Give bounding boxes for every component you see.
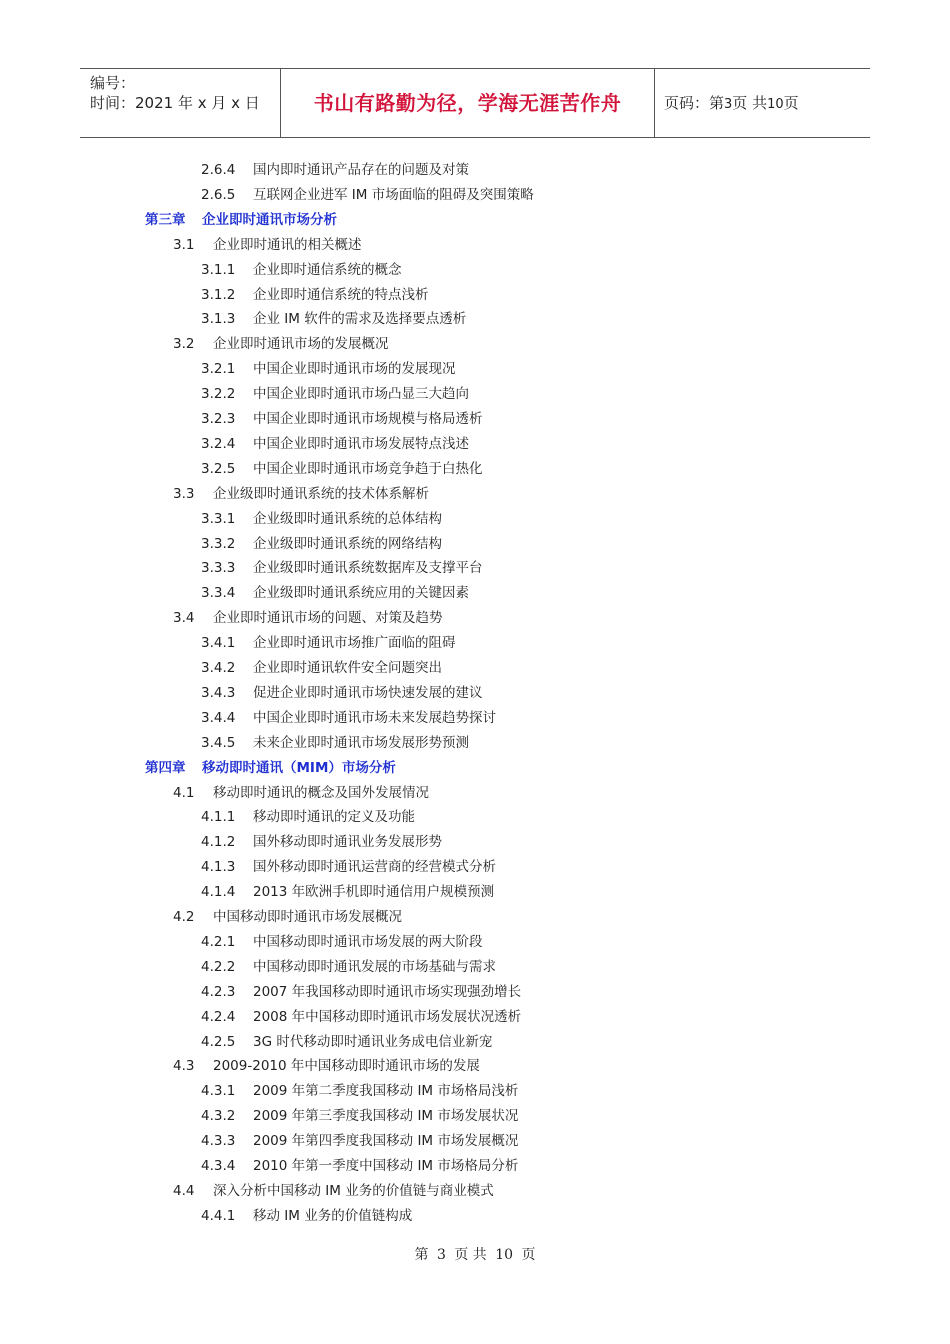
page-footer xyxy=(0,1244,950,1264)
toc-subsection[interactable] xyxy=(201,556,483,581)
toc-subsection[interactable] xyxy=(201,407,483,432)
toc-title: 企业即时通讯的相关概述 xyxy=(213,236,362,253)
toc-title: 国内即时通讯产品存在的问题及对策 xyxy=(253,162,469,178)
toc-title: 国外移动即时通讯业务发展形势 xyxy=(253,834,442,851)
motto: 书山有路勤为径，学海无涯苦作舟 xyxy=(313,91,622,115)
toc-title: 中国企业即时通讯市场凸显三大趋向 xyxy=(253,386,469,403)
toc-subsection[interactable] xyxy=(201,681,483,706)
toc-title: 企业即时通讯市场分析 xyxy=(202,211,337,228)
toc-section[interactable] xyxy=(173,1179,494,1204)
toc-number: 4.1 xyxy=(173,784,195,801)
toc-number: 4.2 xyxy=(173,909,195,925)
toc-number: 4.2.4 xyxy=(201,1008,236,1025)
toc-subsection[interactable] xyxy=(201,532,442,557)
toc-number: 2.6.5 xyxy=(201,186,236,203)
toc-title: 中国企业即时通讯市场的发展现况 xyxy=(253,361,456,378)
toc-title: 企业级即时通讯系统的技术体系解析 xyxy=(213,485,429,502)
toc-number: 2.6.4 xyxy=(201,162,236,178)
toc-subsection[interactable] xyxy=(201,158,469,183)
header-motto-cell xyxy=(280,69,655,137)
toc-title: 促进企业即时通讯市场快速发展的建议 xyxy=(253,684,483,701)
toc-title: 中国企业即时通讯市场竞争趋于白热化 xyxy=(253,460,483,477)
toc-number: 3.4.3 xyxy=(201,684,236,701)
page-suffix: 页 xyxy=(783,94,799,112)
toc-subsection[interactable] xyxy=(201,1154,518,1179)
document-number-label: 编号： xyxy=(90,74,136,92)
toc-subsection[interactable] xyxy=(201,382,469,407)
toc-title: 互联网企业进军 IM 市场面临的阻碍及突围策略 xyxy=(253,186,534,203)
toc-number: 4.1.4 xyxy=(201,884,236,901)
toc-number: 3.1.3 xyxy=(201,311,236,328)
toc-title: 企业即时通讯市场推广面临的阻碍 xyxy=(253,635,456,652)
toc-title: 2009 年第三季度我国移动 IM 市场发展状况 xyxy=(253,1108,519,1125)
page-prefix: 页码：第 xyxy=(664,94,725,112)
toc-title: 移动即时通讯的概念及国外发展情况 xyxy=(213,784,429,801)
toc-number: 3.3 xyxy=(173,485,195,502)
toc-number: 4.2.5 xyxy=(201,1033,236,1050)
toc-subsection[interactable] xyxy=(201,805,415,830)
toc-section[interactable] xyxy=(173,781,429,806)
toc-subsection[interactable] xyxy=(201,631,456,656)
toc-number: 3.1.2 xyxy=(201,286,236,303)
toc-title: 中国移动即时通讯市场发展的两大阶段 xyxy=(253,933,483,950)
toc-subsection[interactable] xyxy=(201,357,456,382)
toc-chapter[interactable] xyxy=(145,756,396,781)
toc-subsection[interactable] xyxy=(201,930,483,955)
toc-title: 企业级即时通讯系统的总体结构 xyxy=(253,510,442,527)
toc-title: 企业 IM 软件的需求及选择要点透析 xyxy=(253,311,467,328)
page-header xyxy=(80,68,870,138)
toc-subsection[interactable] xyxy=(201,1104,518,1129)
toc-subsection[interactable] xyxy=(201,457,483,482)
toc-subsection[interactable] xyxy=(201,183,534,208)
toc-number: 3.1.1 xyxy=(201,261,236,278)
page-total: 10 xyxy=(767,97,784,112)
toc-subsection[interactable] xyxy=(201,1129,518,1154)
toc-subsection[interactable] xyxy=(201,830,442,855)
toc-title: 企业即时通信系统的特点浅析 xyxy=(253,286,429,303)
toc-subsection[interactable] xyxy=(201,1005,521,1030)
toc-title: 中国企业即时通讯市场未来发展趋势探讨 xyxy=(253,709,496,726)
toc-number: 4.4.1 xyxy=(201,1207,236,1224)
toc-number: 4.2.2 xyxy=(201,958,236,975)
toc-title: 企业即时通讯软件安全问题突出 xyxy=(253,660,442,676)
toc-number: 3.3.1 xyxy=(201,510,236,527)
toc-number: 3.4.4 xyxy=(201,709,236,726)
toc-number: 3.3.3 xyxy=(201,560,236,577)
toc-chapter[interactable] xyxy=(145,208,337,233)
toc-subsection[interactable] xyxy=(201,880,494,905)
toc-section[interactable] xyxy=(173,1054,480,1079)
footer-current: 3 xyxy=(436,1247,446,1263)
toc-section[interactable] xyxy=(173,332,389,357)
toc-title: 2013 年欧洲手机即时通信用户规模预测 xyxy=(253,884,495,901)
toc-title: 移动 IM 业务的价值链构成 xyxy=(253,1207,413,1224)
page-current: 3 xyxy=(724,97,733,112)
toc-subsection[interactable] xyxy=(201,980,521,1005)
footer-prefix: 第 xyxy=(414,1247,429,1263)
toc-title: 企业即时通讯市场的发展概况 xyxy=(213,336,389,353)
toc-subsection[interactable] xyxy=(201,706,496,731)
toc-section[interactable] xyxy=(173,606,443,631)
toc-title: 2008 年中国移动即时通讯市场发展状况透析 xyxy=(253,1008,522,1025)
toc-title: 移动即时通讯的定义及功能 xyxy=(253,809,415,826)
toc-number: 3.3.2 xyxy=(201,535,236,552)
header-meta xyxy=(80,69,280,137)
toc-number: 4.1.3 xyxy=(201,859,236,876)
toc-number: 3.2.1 xyxy=(201,361,236,378)
toc-number: 3.2.2 xyxy=(201,386,236,403)
toc-subsection[interactable] xyxy=(201,581,469,606)
toc-title: 中国企业即时通讯市场发展特点浅述 xyxy=(253,435,469,452)
toc-number: 3.3.4 xyxy=(201,585,236,602)
page-number-info xyxy=(654,69,870,139)
toc-title: 2009-2010 年中国移动即时通讯市场的发展 xyxy=(213,1058,480,1075)
toc-number: 4.3.2 xyxy=(201,1108,236,1125)
toc-subsection[interactable] xyxy=(201,307,466,332)
toc-number: 3.2.3 xyxy=(201,411,236,427)
toc-title: 中国移动即时通讯发展的市场基础与需求 xyxy=(253,958,496,975)
toc-subsection[interactable] xyxy=(201,1030,492,1055)
toc-number: 第四章 xyxy=(145,759,186,776)
toc-subsection[interactable] xyxy=(201,731,469,756)
toc-title: 国外移动即时通讯运营商的经营模式分析 xyxy=(253,859,496,876)
toc-number: 4.3 xyxy=(173,1058,195,1075)
document-date: 时间：2021 年 x 月 x 日 xyxy=(90,94,260,112)
toc-subsection[interactable] xyxy=(201,1204,412,1229)
toc-number: 3.4.5 xyxy=(201,734,236,751)
toc-title: 企业即时通信系统的概念 xyxy=(253,261,402,278)
toc-title: 未来企业即时通讯市场发展形势预测 xyxy=(253,734,469,751)
toc-section[interactable] xyxy=(173,233,362,258)
toc-subsection[interactable] xyxy=(201,258,402,283)
toc-title: 2010 年第一季度中国移动 IM 市场格局分析 xyxy=(253,1158,519,1174)
toc-number: 4.4 xyxy=(173,1182,195,1199)
toc-title: 中国企业即时通讯市场规模与格局透析 xyxy=(253,411,483,427)
toc-title: 深入分析中国移动 IM 业务的价值链与商业模式 xyxy=(213,1182,494,1199)
toc-number: 3.1 xyxy=(173,236,195,253)
toc-title: 移动即时通讯（MIM）市场分析 xyxy=(202,759,396,776)
header-page-info xyxy=(654,69,870,137)
toc-subsection[interactable] xyxy=(201,507,442,532)
toc-number: 4.1.2 xyxy=(201,834,236,851)
toc-subsection[interactable] xyxy=(201,855,496,880)
toc-section[interactable] xyxy=(173,905,402,930)
toc-title: 2007 年我国移动即时通讯市场实现强劲增长 xyxy=(253,983,522,1000)
toc-number: 4.3.3 xyxy=(201,1133,236,1150)
toc-number: 3.4.2 xyxy=(201,660,236,676)
footer-suffix: 页 xyxy=(521,1247,536,1263)
footer-total: 10 xyxy=(495,1247,514,1263)
toc-title: 企业级即时通讯系统应用的关键因素 xyxy=(253,585,469,602)
toc-subsection[interactable] xyxy=(201,955,496,980)
toc-title: 企业级即时通讯系统数据库及支撑平台 xyxy=(253,560,483,577)
page-mid: 页 共 xyxy=(732,94,768,112)
toc-subsection[interactable] xyxy=(201,1079,518,1104)
toc-number: 4.2.3 xyxy=(201,983,236,1000)
toc-title: 2009 年第四季度我国移动 IM 市场发展概况 xyxy=(253,1133,519,1150)
toc-number: 3.2.5 xyxy=(201,460,236,477)
toc-title: 3G 时代移动即时通讯业务成电信业新宠 xyxy=(253,1033,493,1050)
toc-title: 企业即时通讯市场的问题、对策及趋势 xyxy=(213,610,443,627)
toc-number: 4.3.4 xyxy=(201,1158,236,1174)
toc-subsection[interactable] xyxy=(201,283,429,308)
toc-number: 3.2 xyxy=(173,336,195,353)
toc-subsection[interactable] xyxy=(201,432,469,457)
toc-number: 4.3.1 xyxy=(201,1083,236,1100)
toc-title: 企业级即时通讯系统的网络结构 xyxy=(253,535,442,552)
toc-number: 3.4.1 xyxy=(201,635,236,652)
toc-title: 2009 年第二季度我国移动 IM 市场格局浅析 xyxy=(253,1083,519,1100)
toc-number: 4.2.1 xyxy=(201,933,236,950)
toc-number: 第三章 xyxy=(145,211,186,228)
toc-number: 4.1.1 xyxy=(201,809,236,826)
toc-subsection[interactable] xyxy=(201,656,442,681)
toc-number: 3.2.4 xyxy=(201,435,236,452)
toc-section[interactable] xyxy=(173,482,429,507)
toc-number: 3.4 xyxy=(173,610,195,627)
toc-title: 中国移动即时通讯市场发展概况 xyxy=(213,909,402,925)
footer-mid: 页 共 xyxy=(454,1247,487,1263)
